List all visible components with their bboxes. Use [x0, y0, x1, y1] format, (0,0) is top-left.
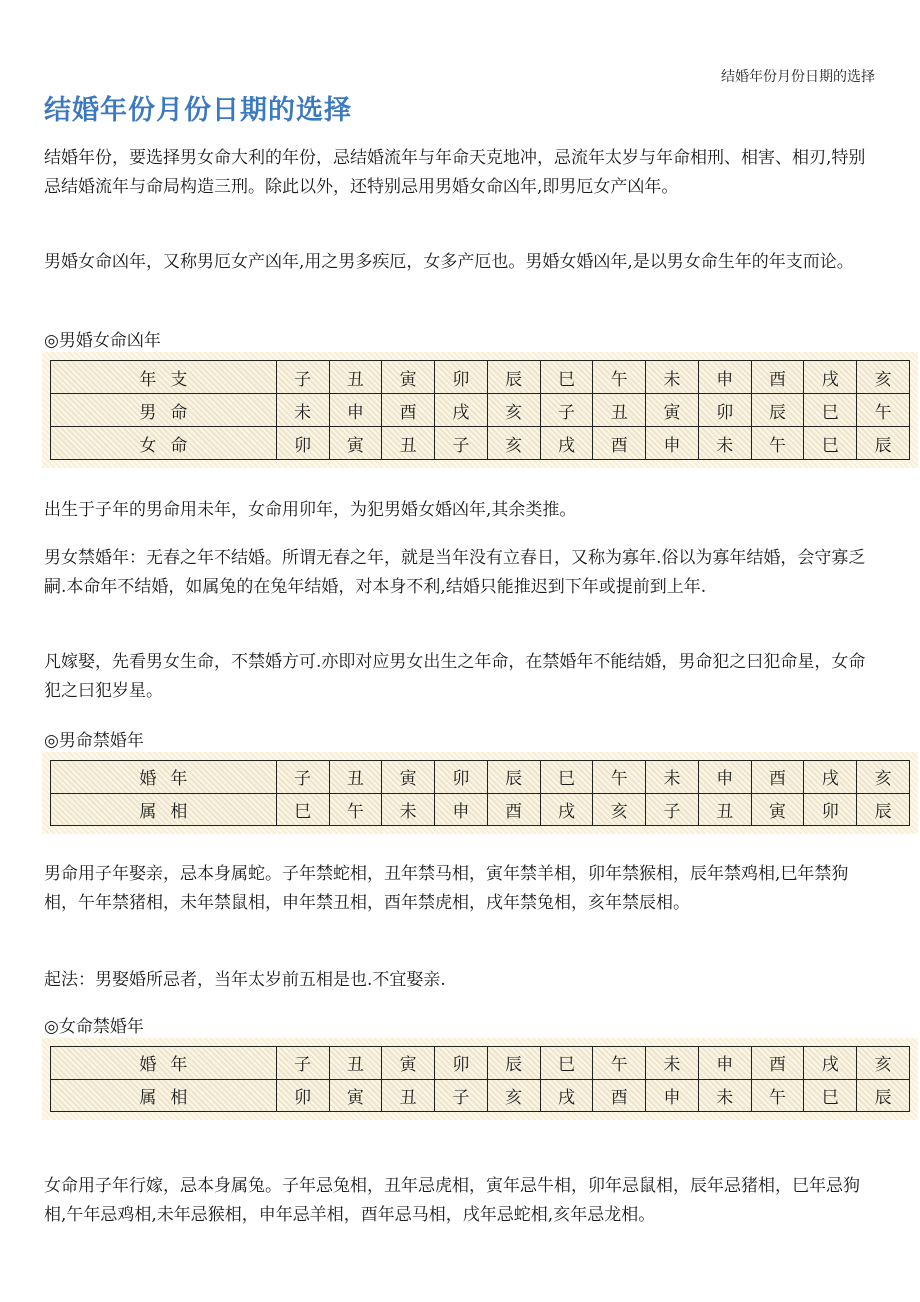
paragraph-marriage-rule: 凡嫁娶，先看男女生命，不禁婚方可.亦即对应男女出生之年命，在禁婚年不能结婚，男命犯之曰犯命星，女命犯之曰犯岁星。 [44, 652, 866, 701]
table-cell: 辰 [751, 394, 804, 427]
table-cell: 婚年 [51, 761, 277, 794]
table-cell: 未 [276, 394, 329, 427]
paragraph-rule-method: 起法：男娶婚所忌者，当年太岁前五相是也.不宜娶亲. [44, 970, 446, 990]
table-row [51, 1047, 910, 1080]
paragraph-male-forbidden-detail: 男命用子年娶亲，忌本身属蛇。子年禁蛇相，丑年禁马相，寅年禁羊相，卯年禁猴相，辰年禁鸡相,巳年禁狗相，午年禁猪相，未年禁鼠相，申年禁丑相，酉年禁虎相，戌年禁兔相，亥年禁辰相。 [44, 864, 849, 913]
table-cell: 寅 [329, 1079, 382, 1112]
table-cell: 申 [646, 1079, 699, 1112]
section-label-female-forbidden: ◎女命禁婚年 [44, 1017, 144, 1037]
table-cell: 卯 [804, 793, 857, 826]
table-cell: 戌 [435, 394, 488, 427]
table-cell: 子 [276, 1047, 329, 1080]
table-cell: 未 [698, 427, 751, 460]
table-cell: 酉 [487, 793, 540, 826]
table-cell: 丑 [329, 761, 382, 794]
table-cell: 戌 [540, 793, 593, 826]
table-cell: 女命 [51, 427, 277, 460]
table-cell: 寅 [646, 394, 699, 427]
paragraph-example: 出生于子年的男命用未年，女命用卯年，为犯男婚女婚凶年,其余类推。 [44, 500, 577, 520]
table-cell: 寅 [329, 427, 382, 460]
table-cell: 丑 [382, 1079, 435, 1112]
table-cell: 申 [698, 1047, 751, 1080]
table-cell: 申 [698, 361, 751, 394]
table-row [51, 793, 910, 826]
table-cell: 亥 [487, 394, 540, 427]
table-cell: 未 [698, 1079, 751, 1112]
table-cell: 卯 [698, 394, 751, 427]
table-cell: 丑 [329, 1047, 382, 1080]
table-cell: 酉 [593, 1079, 646, 1112]
table-cell: 亥 [593, 793, 646, 826]
table-cell: 寅 [382, 761, 435, 794]
table-cell: 丑 [593, 394, 646, 427]
table-female-forbidden-grid [50, 1046, 910, 1112]
table-cell: 巳 [804, 1079, 857, 1112]
table-cell: 申 [646, 427, 699, 460]
table-cell: 午 [593, 761, 646, 794]
table-cell: 酉 [751, 1047, 804, 1080]
paragraph-male-marriage-bad-year: 男婚女命凶年，又称男厄女产凶年,用之男多疾厄，女多产厄也。男婚女婚凶年,是以男女命生年的年支而论。 [44, 252, 854, 272]
table-cell: 亥 [487, 427, 540, 460]
table-cell: 未 [646, 361, 699, 394]
table-row [51, 1079, 910, 1112]
table-row [51, 394, 910, 427]
table-row [51, 427, 910, 460]
table-cell: 巳 [540, 361, 593, 394]
section-label-male-forbidden: ◎男命禁婚年 [44, 731, 144, 751]
table-cell: 巳 [804, 394, 857, 427]
table-cell: 子 [276, 361, 329, 394]
table-cell: 子 [540, 394, 593, 427]
table-cell: 申 [698, 761, 751, 794]
table-cell: 巳 [540, 761, 593, 794]
table-cell: 戌 [540, 427, 593, 460]
table-cell: 卯 [435, 361, 488, 394]
table-row [51, 761, 910, 794]
table-cell: 酉 [751, 761, 804, 794]
paragraph-intro: 结婚年份，要选择男女命大利的年份，忌结婚流年与年命天克地冲，忌流年太岁与年命相刑、相害、相刃,特别忌结婚流年与命局构造三刑。除此以外，还特别忌用男婚女命凶年,即男厄女产凶年。 [44, 148, 866, 197]
table-female-forbidden [42, 1038, 918, 1120]
table-cell: 亥 [857, 361, 910, 394]
table-cell: 辰 [857, 427, 910, 460]
table-cell: 子 [435, 427, 488, 460]
table-cell: 男命 [51, 394, 277, 427]
table-cell: 子 [276, 761, 329, 794]
table-cell: 亥 [857, 1047, 910, 1080]
table-cell: 巳 [276, 793, 329, 826]
table-cell: 午 [857, 394, 910, 427]
running-header: 结婚年份月份日期的选择 [721, 69, 875, 85]
table-cell: 丑 [329, 361, 382, 394]
table-male-forbidden [42, 752, 918, 834]
table-cell: 未 [646, 761, 699, 794]
table-cell: 戌 [804, 1047, 857, 1080]
table-cell: 午 [593, 361, 646, 394]
table-cell: 卯 [435, 1047, 488, 1080]
table-cell: 午 [329, 793, 382, 826]
table-cell: 辰 [487, 361, 540, 394]
table-cell: 辰 [487, 1047, 540, 1080]
table-cell: 婚年 [51, 1047, 277, 1080]
table-cell: 属相 [51, 793, 277, 826]
table-cell: 酉 [751, 361, 804, 394]
table-row [51, 361, 910, 394]
table-cell: 申 [435, 793, 488, 826]
table-cell: 子 [435, 1079, 488, 1112]
document-title: 结婚年份月份日期的选择 [44, 95, 352, 126]
table-cell: 寅 [751, 793, 804, 826]
table-cell: 巳 [804, 427, 857, 460]
table-cell: 年支 [51, 361, 277, 394]
table-cell: 子 [646, 793, 699, 826]
table-cell: 巳 [540, 1047, 593, 1080]
table-male-forbidden-grid [50, 760, 910, 826]
paragraph-female-forbidden-detail: 女命用子年行嫁，忌本身属兔。子年忌兔相，丑年忌虎相，寅年忌牛相，卯年忌鼠相，辰年忌猪相，巳年忌狗相,午年忌鸡相,未年忌猴相，申年忌羊相，酉年忌马相，戌年忌蛇相,亥年忌龙相。 [44, 1176, 860, 1225]
section-label-bad-year: ◎男婚女命凶年 [44, 331, 161, 351]
table-cell: 午 [751, 427, 804, 460]
table-cell: 戌 [804, 361, 857, 394]
table-cell: 卯 [276, 427, 329, 460]
table-cell: 卯 [435, 761, 488, 794]
table-cell: 丑 [382, 427, 435, 460]
table-cell: 亥 [857, 761, 910, 794]
table-cell: 戌 [540, 1079, 593, 1112]
table-cell: 戌 [804, 761, 857, 794]
table-cell: 卯 [276, 1079, 329, 1112]
table-cell: 午 [593, 1047, 646, 1080]
table-cell: 寅 [382, 1047, 435, 1080]
table-cell: 未 [646, 1047, 699, 1080]
table-cell: 申 [329, 394, 382, 427]
paragraph-forbidden-years: 男女禁婚年：无春之年不结婚。所谓无春之年，就是当年没有立春日，又称为寡年.俗以为寡年结婚，会守寡乏嗣.本命年不结婚，如属兔的在兔年结婚，对本身不利,结婚只能推迟到下年或提前到上年. [44, 548, 866, 597]
table-cell: 辰 [857, 793, 910, 826]
table-cell: 未 [382, 793, 435, 826]
table-cell: 属相 [51, 1079, 277, 1112]
table-cell: 酉 [382, 394, 435, 427]
table-cell: 亥 [487, 1079, 540, 1112]
table-cell: 辰 [487, 761, 540, 794]
table-cell: 酉 [593, 427, 646, 460]
table-bad-year [42, 352, 918, 468]
table-cell: 午 [751, 1079, 804, 1112]
table-bad-year-grid [50, 360, 910, 460]
table-cell: 丑 [698, 793, 751, 826]
table-cell: 寅 [382, 361, 435, 394]
table-cell: 辰 [857, 1079, 910, 1112]
